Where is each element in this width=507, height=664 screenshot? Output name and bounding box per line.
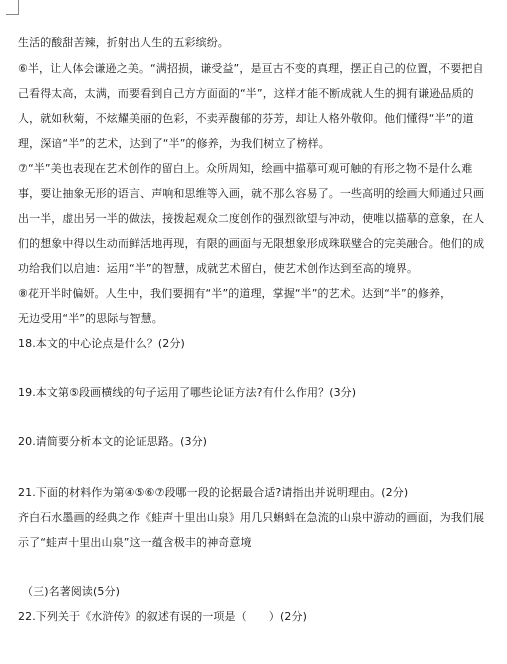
paragraph-7-line: 事，要让抽象无形的语言、声响和思维等入画，就不那么容易了。一些高明的绘画大师通过只画 — [18, 187, 485, 200]
question-21: 21.下面的材料作为第④⑤⑥⑦段哪一段的论据最合适?请指出并说明理由。(2分) — [18, 486, 409, 499]
paragraph-7-line: 出一半，虚出另一半的做法，接拨起观众二度创作的强烈欲望与冲动，使唯以描摹的意象，在人 — [18, 212, 485, 225]
paragraph-line: 生活的酸甜苦辣，折射出人生的五彩缤纷。 — [18, 36, 229, 49]
page-corner-mark — [6, 0, 19, 15]
question-22: 22.下列关于《水浒传》的叙述有误的一项是（ ）(2分) — [18, 610, 307, 623]
question-18: 18.本文的中心论点是什么？(2分) — [18, 337, 185, 350]
section-heading-classics: （三)名著阅读(5分) — [22, 585, 120, 598]
paragraph-8-line: 无边受用“半”的思际与智慧。 — [18, 312, 163, 325]
question-20: 20.请简要分析本文的论证思路。(3分) — [18, 435, 208, 448]
question-19: 19.本文第⑤段画横线的句子运用了哪些论证方法?有什么作用？(3分) — [18, 386, 357, 399]
paragraph-6-line: ⑥半，让人体会谦逊之美。“满招损，谦受益”，是亘古不变的真理，摆正自己的位置，不要把自 — [18, 62, 484, 75]
paragraph-7-line: 们的想象中得以生动而鲜活地再现，有限的画面与无限想象形成珠联璧合的完美融合。他们的成 — [18, 237, 485, 250]
paragraph-6-line: 己看得太高，太满，而要看到自己方方面面的“半”，这样才能不断成就人生的拥有谦逊品质的 — [18, 87, 474, 100]
paragraph-6-line: 人，就如秋菊，不炫耀美丽的色彩，不卖弄馥郁的芬芳，却让人格外敬仰。他们懂得“半”的道 — [18, 112, 474, 125]
question-21-material: 示了“蛙声十里出山泉”这一蕴含极丰的神奇意境 — [18, 536, 252, 549]
question-21-material: 齐白石水墨画的经典之作《蛙声十里出山泉》用几只蝌蚪在急流的山泉中游动的画面，为我们展 — [18, 511, 485, 524]
paragraph-8-line: ⑧花开半时偏妍。人生中，我们要拥有“半”的道理，掌握“半”的艺术。达到“半”的修养， — [18, 287, 452, 300]
paragraph-7-line: 功给我们以启迪：运用“半”的智慧，成就艺术留白，使艺术创作达到至高的境界。 — [18, 262, 419, 275]
paragraph-7-line: ⑦“半”美也表现在艺术创作的留白上。众所周知，绘画中描摹可观可触的有形之物不是什么难 — [18, 162, 473, 175]
paragraph-6-line: 理，深谙“半”的艺术，达到了“半”的修养，为我们树立了榜样。 — [18, 137, 330, 150]
